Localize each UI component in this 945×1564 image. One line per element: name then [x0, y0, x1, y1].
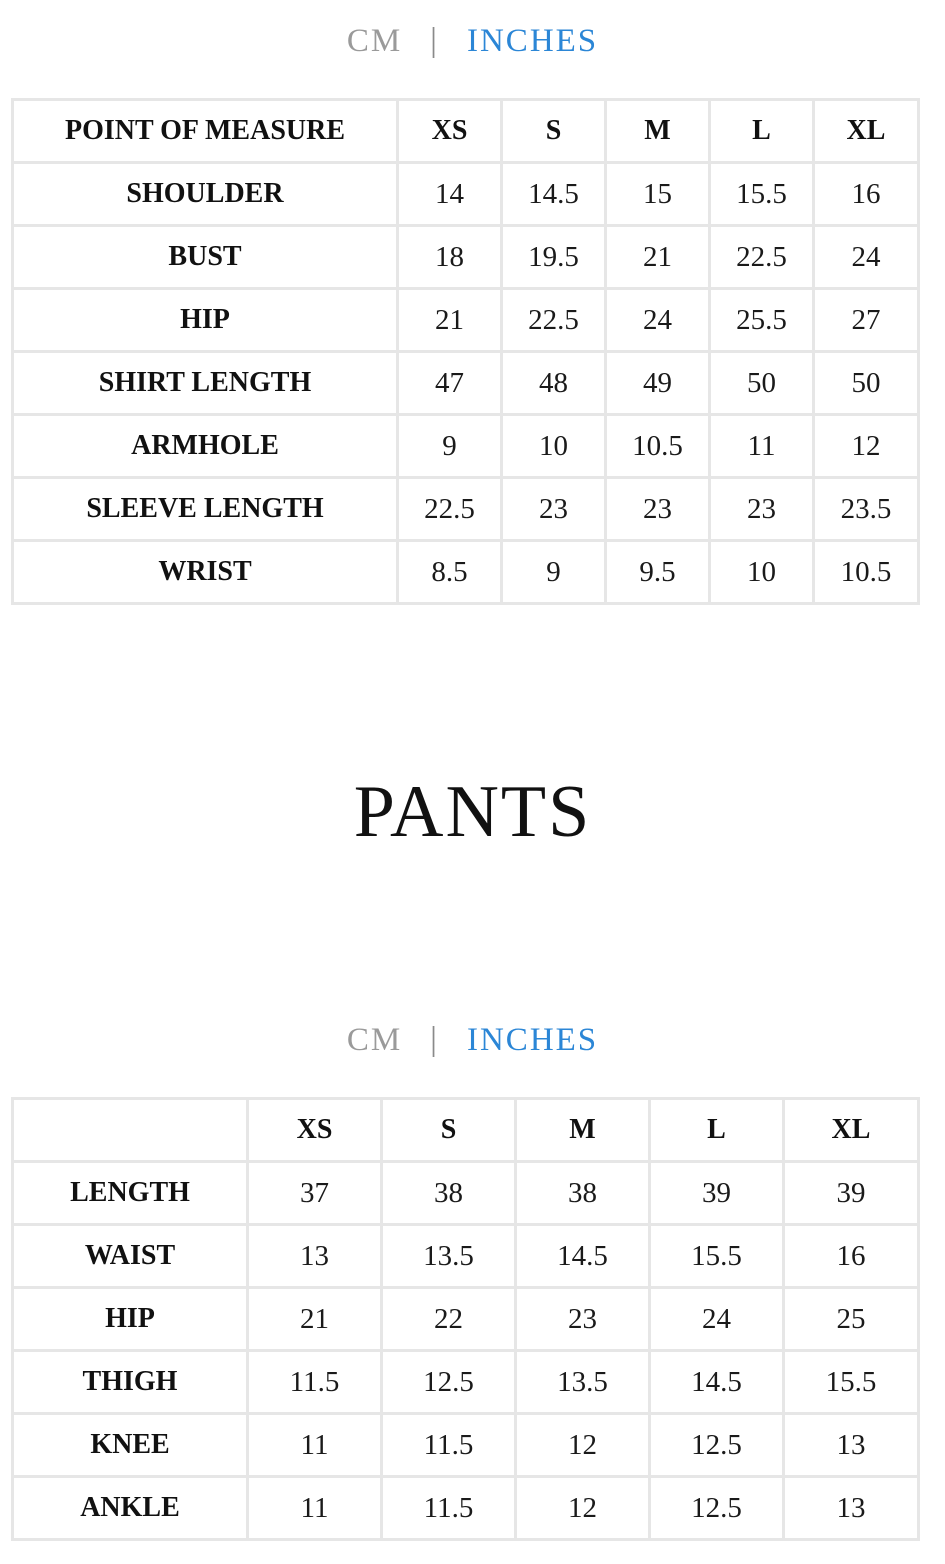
row-label: ANKLE: [13, 1477, 248, 1540]
table-cell: 22.5: [502, 289, 606, 352]
table-cell: 11.5: [248, 1351, 382, 1414]
table-cell: 9: [398, 415, 502, 478]
table-cell: 10.5: [606, 415, 710, 478]
pants-col-header-m: M: [516, 1099, 650, 1162]
table-cell: 9.5: [606, 541, 710, 604]
table-cell: 23.5: [814, 478, 919, 541]
table-cell: 16: [784, 1225, 919, 1288]
table-row: [13, 1162, 919, 1225]
table-row: [13, 1477, 919, 1540]
shirt-unit-inches-button[interactable]: INCHES: [466, 22, 599, 59]
pants-header-row: [13, 1099, 919, 1162]
table-cell: 24: [650, 1288, 784, 1351]
table-cell: 39: [784, 1162, 919, 1225]
table-row: [13, 226, 919, 289]
row-label: HIP: [13, 289, 398, 352]
table-cell: 10: [710, 541, 814, 604]
table-row: [13, 1414, 919, 1477]
table-cell: 11: [710, 415, 814, 478]
table-cell: 9: [502, 541, 606, 604]
table-cell: 38: [382, 1162, 516, 1225]
table-cell: 15.5: [784, 1351, 919, 1414]
table-cell: 25.5: [710, 289, 814, 352]
table-cell: 12: [516, 1477, 650, 1540]
table-cell: 13.5: [382, 1225, 516, 1288]
table-cell: 24: [814, 226, 919, 289]
table-cell: 22: [382, 1288, 516, 1351]
pants-col-header-l: L: [650, 1099, 784, 1162]
table-cell: 23: [606, 478, 710, 541]
shirt-col-header-xs: XS: [398, 100, 502, 163]
table-row: [13, 352, 919, 415]
table-cell: 50: [710, 352, 814, 415]
table-cell: 8.5: [398, 541, 502, 604]
table-cell: 11: [248, 1414, 382, 1477]
table-cell: 38: [516, 1162, 650, 1225]
shirt-unit-separator: |: [430, 22, 439, 59]
table-cell: 12: [814, 415, 919, 478]
table-row: [13, 163, 919, 226]
pants-size-table: [11, 1097, 920, 1541]
shirt-col-header-measure: POINT OF MEASURE: [13, 100, 398, 163]
shirt-col-header-m: M: [606, 100, 710, 163]
table-cell: 15.5: [650, 1225, 784, 1288]
table-cell: 22.5: [398, 478, 502, 541]
table-cell: 21: [248, 1288, 382, 1351]
row-label: ARMHOLE: [13, 415, 398, 478]
row-label: KNEE: [13, 1414, 248, 1477]
table-cell: 22.5: [710, 226, 814, 289]
table-cell: 47: [398, 352, 502, 415]
shirt-header-row: [13, 100, 919, 163]
table-cell: 25: [784, 1288, 919, 1351]
row-label: LENGTH: [13, 1162, 248, 1225]
table-cell: 16: [814, 163, 919, 226]
table-cell: 12.5: [650, 1477, 784, 1540]
table-row: [13, 415, 919, 478]
pants-col-header-measure: [13, 1099, 248, 1162]
table-cell: 27: [814, 289, 919, 352]
table-cell: 24: [606, 289, 710, 352]
pants-unit-inches-button[interactable]: INCHES: [466, 1021, 599, 1058]
table-cell: 23: [516, 1288, 650, 1351]
row-label: SHIRT LENGTH: [13, 352, 398, 415]
row-label: THIGH: [13, 1351, 248, 1414]
row-label: SHOULDER: [13, 163, 398, 226]
shirt-unit-toggle: [0, 16, 945, 66]
pants-col-header-xs: XS: [248, 1099, 382, 1162]
table-cell: 23: [502, 478, 606, 541]
table-cell: 11.5: [382, 1477, 516, 1540]
table-row: [13, 541, 919, 604]
table-cell: 21: [606, 226, 710, 289]
table-cell: 11.5: [382, 1414, 516, 1477]
table-cell: 13: [784, 1414, 919, 1477]
table-cell: 12.5: [382, 1351, 516, 1414]
table-cell: 14.5: [516, 1225, 650, 1288]
table-row: [13, 478, 919, 541]
shirt-col-header-xl: XL: [814, 100, 919, 163]
table-cell: 48: [502, 352, 606, 415]
table-cell: 50: [814, 352, 919, 415]
table-row: [13, 1288, 919, 1351]
table-cell: 13: [784, 1477, 919, 1540]
pants-col-header-xl: XL: [784, 1099, 919, 1162]
table-cell: 13: [248, 1225, 382, 1288]
table-cell: 11: [248, 1477, 382, 1540]
row-label: WAIST: [13, 1225, 248, 1288]
table-cell: 37: [248, 1162, 382, 1225]
table-cell: 49: [606, 352, 710, 415]
row-label: BUST: [13, 226, 398, 289]
table-cell: 10.5: [814, 541, 919, 604]
pants-section-title: PANTS: [353, 771, 592, 853]
pants-unit-toggle: [0, 1015, 945, 1065]
shirt-col-header-s: S: [502, 100, 606, 163]
table-cell: 19.5: [502, 226, 606, 289]
table-cell: 14.5: [502, 163, 606, 226]
shirt-unit-cm-button[interactable]: CM: [346, 22, 403, 59]
table-cell: 13.5: [516, 1351, 650, 1414]
table-cell: 12.5: [650, 1414, 784, 1477]
table-row: [13, 1351, 919, 1414]
table-cell: 18: [398, 226, 502, 289]
shirt-size-table: [11, 98, 920, 605]
table-cell: 15: [606, 163, 710, 226]
table-cell: 10: [502, 415, 606, 478]
table-row: [13, 289, 919, 352]
table-row: [13, 1225, 919, 1288]
pants-unit-separator: |: [430, 1021, 439, 1058]
table-cell: 39: [650, 1162, 784, 1225]
table-cell: 14.5: [650, 1351, 784, 1414]
table-cell: 21: [398, 289, 502, 352]
table-cell: 15.5: [710, 163, 814, 226]
row-label: SLEEVE LENGTH: [13, 478, 398, 541]
row-label: HIP: [13, 1288, 248, 1351]
table-cell: 12: [516, 1414, 650, 1477]
table-cell: 14: [398, 163, 502, 226]
shirt-col-header-l: L: [710, 100, 814, 163]
table-cell: 23: [710, 478, 814, 541]
pants-col-header-s: S: [382, 1099, 516, 1162]
row-label: WRIST: [13, 541, 398, 604]
pants-unit-cm-button[interactable]: CM: [346, 1021, 403, 1058]
